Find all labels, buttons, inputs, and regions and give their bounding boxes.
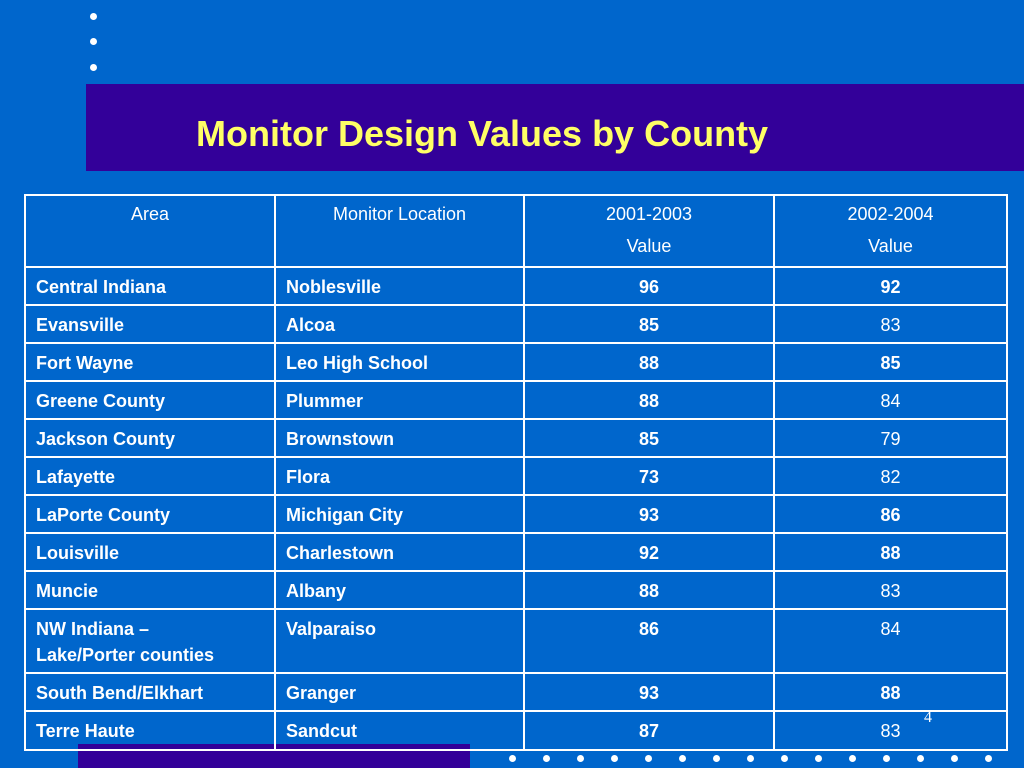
table-row [25,305,1007,343]
table-row [25,533,1007,571]
decor-dot [951,755,958,762]
cell-monitor-location: Leo High School [275,343,524,381]
cell-area-line1: Fort Wayne [36,353,134,373]
cell-2001-2003-value: 88 [524,343,774,381]
cell-2001-2003-value: 87 [524,711,774,750]
cell-monitor-location: Noblesville [275,267,524,305]
cell-area-line1: NW Indiana – [36,619,150,639]
cell-2001-2003-value: 93 [524,495,774,533]
cell-2002-2004-value: 92 [774,267,1007,305]
slide-title: Monitor Design Values by County [196,113,769,154]
decor-dot [747,755,754,762]
cell-2002-2004-value: 83 [774,571,1007,609]
cell-area [25,533,275,571]
cell-2001-2003-value: 73 [524,457,774,495]
cell-area-line1: Louisville [36,543,120,563]
cell-2001-2003-value: 88 [524,571,774,609]
header-monitor-location: Monitor Location [275,195,524,267]
cell-monitor-location: Flora [275,457,524,495]
header-area: Area [25,195,275,267]
cell-monitor-location: Albany [275,571,524,609]
table-row [25,673,1007,711]
cell-area-line1: Muncie [36,581,99,601]
decor-dot [849,755,856,762]
cell-area [25,571,275,609]
cell-2002-2004-value: 86 [774,495,1007,533]
cell-area [25,495,275,533]
table-row [25,343,1007,381]
cell-2002-2004-value: 79 [774,419,1007,457]
decor-dot [781,755,788,762]
cell-2002-2004-value: 82 [774,457,1007,495]
table-body [25,267,1007,750]
cell-monitor-location: Charlestown [275,533,524,571]
cell-area [25,305,275,343]
cell-area [25,609,275,673]
decor-dot [509,755,516,762]
cell-monitor-location: Michigan City [275,495,524,533]
cell-area [25,457,275,495]
cell-area-line1: Lafayette [36,467,116,487]
cell-area-line1: Central Indiana [36,277,167,297]
decor-dot [883,755,890,762]
table-row [25,381,1007,419]
decor-dot [917,755,924,762]
decor-dot [713,755,720,762]
cell-2001-2003-value: 86 [524,609,774,673]
decor-dot [90,64,97,71]
table-row [25,457,1007,495]
table-header-row [25,195,1007,267]
cell-area [25,419,275,457]
cell-2002-2004-value: 83 [774,711,1007,750]
table-row [25,711,1007,750]
decor-dot [90,38,97,45]
table-row [25,419,1007,457]
cell-monitor-location: Sandcut [275,711,524,750]
cell-area-line1: LaPorte County [36,505,171,525]
decor-dot [645,755,652,762]
cell-area-line1: Jackson County [36,429,176,449]
table-row [25,267,1007,305]
cell-2001-2003-value: 96 [524,267,774,305]
header-2002-2004-line2: Value [868,236,913,256]
cell-area [25,343,275,381]
cell-monitor-location: Alcoa [275,305,524,343]
cell-2001-2003-value: 88 [524,381,774,419]
header-2001-2003-line2: Value [626,236,672,256]
decor-dot [577,755,584,762]
cell-monitor-location: Valparaiso [275,609,524,673]
cell-2001-2003-value: 85 [524,305,774,343]
cell-2002-2004-value: 84 [774,609,1007,673]
cell-area-line1: Terre Haute [36,721,135,741]
cell-area [25,267,275,305]
cell-area [25,673,275,711]
cell-area-line2: Lake/Porter counties [36,645,215,665]
cell-area-line1: South Bend/Elkhart [36,683,204,703]
cell-monitor-location: Brownstown [275,419,524,457]
cell-area-line1: Evansville [36,315,125,335]
table-row [25,609,1007,673]
header-2001-2003-line1: 2001-2003 [605,204,693,224]
decor-dot [543,755,550,762]
cell-monitor-location: Plummer [275,381,524,419]
header-2002-2004-line1: 2002-2004 [847,204,934,224]
cell-area [25,381,275,419]
header-2001-2003-value [524,195,774,267]
table-row [25,495,1007,533]
cell-2002-2004-value: 84 [774,381,1007,419]
cell-area-line1: Greene County [36,391,166,411]
cell-area [25,711,275,750]
decor-dot [611,755,618,762]
cell-2001-2003-value: 93 [524,673,774,711]
header-2002-2004-value [774,195,1007,267]
decor-dot [985,755,992,762]
table-row [25,571,1007,609]
decor-dot [679,755,686,762]
design-values-table [24,194,1008,751]
cell-2002-2004-value: 88 [774,533,1007,571]
cell-2001-2003-value: 92 [524,533,774,571]
cell-monitor-location: Granger [275,673,524,711]
page-number: 4 [924,709,932,726]
decor-dot [815,755,822,762]
cell-2001-2003-value: 85 [524,419,774,457]
cell-2002-2004-value: 83 [774,305,1007,343]
cell-2002-2004-value: 88 [774,673,1007,711]
cell-2002-2004-value: 85 [774,343,1007,381]
decor-dot [90,13,97,20]
